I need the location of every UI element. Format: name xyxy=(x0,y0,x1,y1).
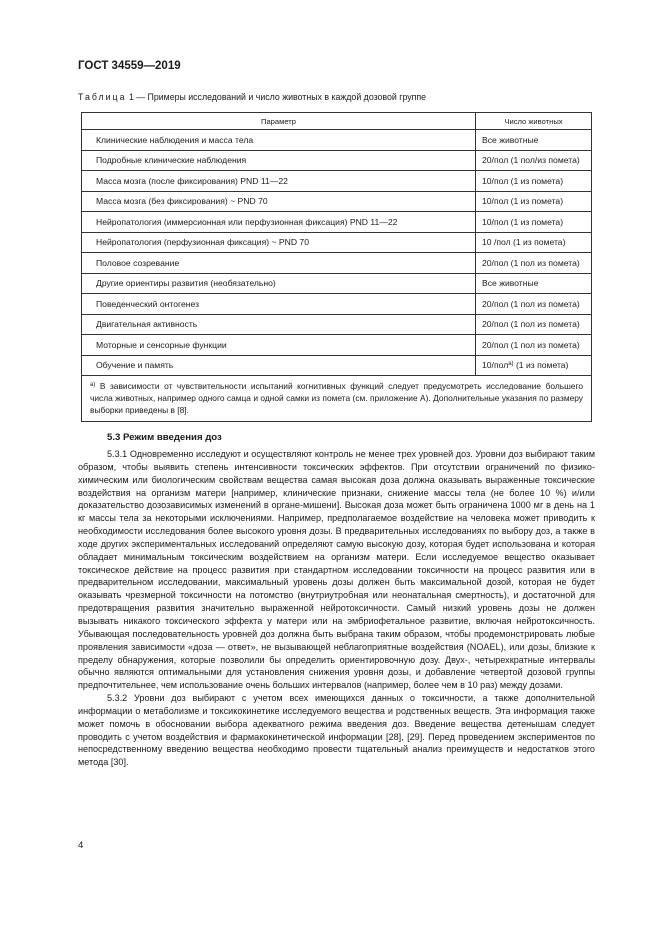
column-header-parameter: Параметр xyxy=(82,113,476,130)
table-header-row xyxy=(82,113,592,130)
paragraph-5-3-2: 5.3.2 Уровни доз выбирают с учетом всех имеющихся данных о токсичности, а также дополнительной информации о метаболизме и токсикокинетике исследуемого вещества и родственных веществ. Эта информация также может помочь в обосновании выбора адекватного режима введения доз. Введение вещества детенышам следует проводить с учетом воздействия и фармакокинетической информации [28], [29]. Перед проведением экспериментов по непосредственному введению вещества необходимо провести тщательный анализ преимуществ и недостатков этого метода [30]. xyxy=(78,693,595,768)
row-count: 20/пол (1 пол из помета) xyxy=(476,253,592,274)
row-parameter: Двигательная активность xyxy=(82,314,476,335)
column-header-count: Число животных xyxy=(476,113,592,130)
row-parameter: Масса мозга (без фиксирования) ~ PND 70 xyxy=(82,191,476,212)
table-row xyxy=(82,150,592,171)
document-header: ГОСТ 34559—2019 xyxy=(78,60,181,72)
section-heading: 5.3 Режим введения доз xyxy=(107,432,222,443)
footnote-text: В зависимости от чувствительности испытаний когнитивных функций следует предусмотреть исследование большего числа животных, например одного самца и одной самки из помета (см. приложение А). Дополнительные указания по размеру выборки приведены в [8]. xyxy=(90,381,583,415)
table-row xyxy=(82,273,592,294)
row-count-text: 10/пол xyxy=(482,360,509,371)
table-row xyxy=(82,191,592,212)
table-row xyxy=(82,232,592,253)
row-parameter: Подробные клинические наблюдения xyxy=(82,150,476,171)
row-parameter xyxy=(82,355,476,376)
table-footnote-row xyxy=(82,376,592,422)
table-row xyxy=(82,355,592,376)
table-caption xyxy=(78,92,426,102)
row-parameter-text: Обучение и память xyxy=(96,360,174,371)
row-count: 20/пол (1 пол из помета) xyxy=(476,335,592,356)
table-row xyxy=(82,294,592,315)
row-count: 10/пол (1 из помета) xyxy=(476,171,592,192)
table-body xyxy=(82,130,592,422)
footnote-mark: а) xyxy=(90,382,96,388)
row-count-suffix: (1 из помета) xyxy=(513,360,569,371)
row-count: Все животные xyxy=(476,130,592,151)
row-parameter: Нейропатология (иммерсионная или перфузионная фиксация) PND 11—22 xyxy=(82,212,476,233)
row-count: Все животные xyxy=(476,273,592,294)
row-count: 10/пол (1 из помета) xyxy=(476,191,592,212)
row-count: 10 /пол (1 из помета) xyxy=(476,232,592,253)
row-count: 10/пол (1 из помета) xyxy=(476,212,592,233)
row-count: 20/пол (1 пол из помета) xyxy=(476,314,592,335)
paragraph-5-3-1: 5.3.1 Одновременно исследуют и осуществляют контроль не менее трех уровней доз. Уровни доз выбирают таким образом, чтобы выявить степень интенсивности токсических эффектов. При отсутствии ограничений по физико-химическим или биологическим свойствам вещества самая высокая доза должна оказывать выраженные токсические воздействия на организм матери [например, клинические признаки, снижение массы тела (не более 10 %) и/или доказательство дозозависимых изменений в органе-мишени]. Высокая доза может быть ограничена 1000 мг в день на 1 кг массы тела за некоторыми исключениями. Например, предполагаемое воздействие на человека может приводить к необходимости исследования более высокого уровня дозы. В предварительных исследованиях по выбору доз, а также в ходе других экспериментальных исследований определяют самую высокую дозу, которая будет использована и которая обладает минимальным токсическим воздействием на организм матери. Если исследуемое вещество оказывает токсическое действие на процесс развития при стандартном исследовании токсичности на процесс развития или в предварительном исследовании, максимальный уровень дозы должен быть максимальной дозой, которая не будет оказывать чрезмерной токсичности на потомство (внутриутробная или неонатальная смертность), и достаточной для предотвращения развития значительно выраженной нейротоксичности. Самый низкий уровень дозы не должен вызывать никакого токсического эффекта у матери или на эмбриофетальное развитие, включая нейротоксичность. Убывающая последовательность уровней доз должна быть выбрана таким образом, чтобы продемонстрировать любые проявления зависимости «доза — ответ», не вызывающей неблагоприятные воздействия (NOAEL), или дозы, близкие к пределу обнаружения, которые позволили бы определить ориентировочную дозу. Двух-, четырехкратные интервалы обычно являются оптимальными для установления снижения уровня дозы, и добавление четвертой дозовой группы предпочтительнее, чем использование очень больших интервалов (например, более чем в 10 раз) между дозами. xyxy=(78,449,595,691)
footnote-marker: а) xyxy=(508,361,514,368)
row-parameter: Поведенческий онтогенез xyxy=(82,294,476,315)
table-row xyxy=(82,253,592,274)
row-parameter: Другие ориентиры развития (необязательно) xyxy=(82,273,476,294)
table-row xyxy=(82,171,592,192)
row-count xyxy=(476,355,592,376)
table-caption-text: 1 — Примеры исследований и число животных в каждой дозовой группе xyxy=(126,92,427,102)
animals-table xyxy=(81,112,592,422)
page-number: 4 xyxy=(78,840,84,851)
body-text xyxy=(78,448,595,769)
row-count: 20/пол (1 пол из помета) xyxy=(476,294,592,315)
row-parameter: Нейропатология (перфузионная фиксация) ~ PND 70 xyxy=(82,232,476,253)
table-row xyxy=(82,212,592,233)
table-row xyxy=(82,130,592,151)
row-parameter: Клинические наблюдения и масса тела xyxy=(82,130,476,151)
table-row xyxy=(82,314,592,335)
table-footnote xyxy=(82,376,592,422)
table-caption-label: Таблица xyxy=(78,92,127,102)
row-count: 20/пол (1 пол/из помета) xyxy=(476,150,592,171)
table-row xyxy=(82,335,592,356)
row-parameter: Моторные и сенсорные функции xyxy=(82,335,476,356)
row-parameter: Масса мозга (после фиксирования) PND 11—22 xyxy=(82,171,476,192)
row-parameter: Половое созревание xyxy=(82,253,476,274)
